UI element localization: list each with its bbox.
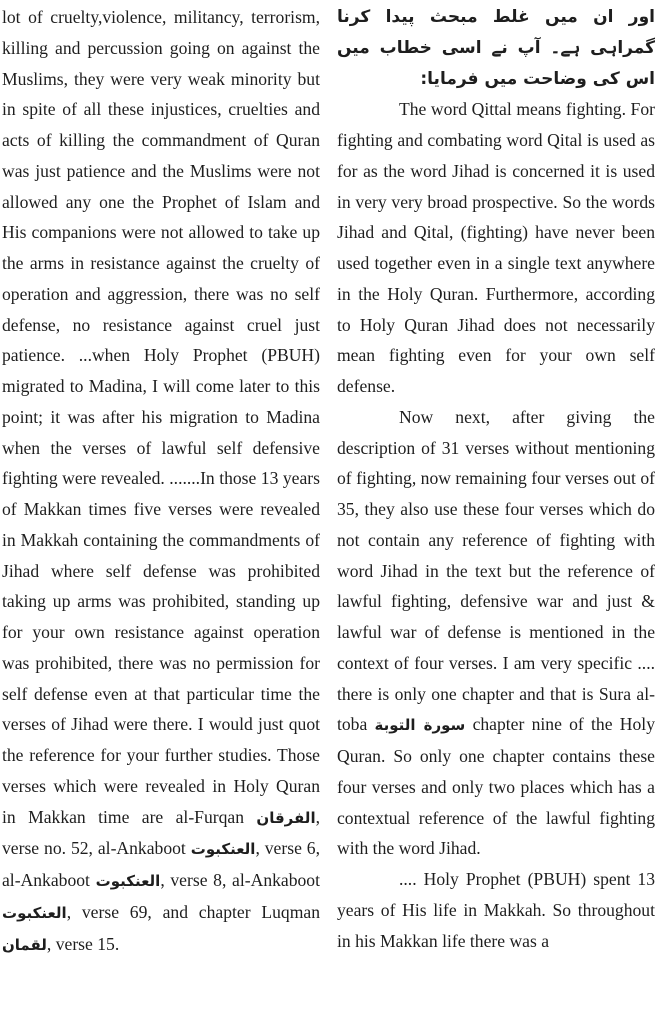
- left-text-1: lot of cruelty,violence, militancy, terrorism, killing and percussion going on against the Muslims, they were very weak minority but in spite of all these injustices, cruelties and acts of killing the commandment of Quran was just patience and the Muslims were not allowed any one the Prophet of Islam and His companions were not allowed to take up the arms in resistance against the cruelty of operation and aggression, there was no self defense, no resistance against cruel just patience. ...when Holy Prophet (PBUH) migrated to Madina, I will come later to this point; it was after his migration to Madina when the verses of lawful self defensive fighting were revealed. .......In those 13 years of Makkan times five verses were revealed in Makkah containing the commandments of Jihad where self defense was prohibited taking up arms was prohibited, standing up for your own resistance against operation was prohibited, there was no permission for self defense even at that particular time the verses of Jihad were there. I would just quot the reference for your further studies. Those verses which were revealed in Holy Quran in Makkan time are al-Furqan: [2, 7, 320, 827]
- left-text-6: , verse 15.: [46, 933, 120, 954]
- left-text-5: , verse 69, and chapter Luqman: [66, 901, 320, 922]
- left-text-3: , verse 6, al-Ankaboot: [2, 838, 320, 890]
- left-column: [2, 2, 320, 960]
- left-text-4: , verse 8, al-Ankaboot: [160, 870, 320, 890]
- arabic-al-ankaboot-1: العنكبوت: [190, 840, 256, 859]
- four-verses-paragraph: [337, 402, 655, 864]
- arabic-al-furqan: الفرقان: [256, 808, 316, 827]
- four-verses-text-1: Now next, after giving the description of 31 verses without mentioning of fighting, now remaining four verses out of 35, they also use these four verses which do not contain any reference of fighting with word Jihad in the text but the reference of lawful fighting, defensive war and just & lawful war of defense is mentioned in the context of four verses. I am very specific .... there is only one chapter and that is Sura al-toba: [337, 406, 655, 735]
- four-verses-text-2: chapter nine of the Holy Quran. So only one chapter contains these four verses and only two places which has a contextual reference of the lawful fighting with the word Jihad.: [337, 714, 655, 859]
- urdu-paragraph: اور ان میں غلط مبحث پیدا کرنا گمراہی ہے۔ آپ نے اسی خطاب میں اس کی وضاحت میں فرمایا:: [337, 7, 655, 89]
- left-paragraph: [2, 2, 320, 960]
- arabic-luqman: لقمان: [2, 935, 47, 954]
- arabic-al-ankaboot-2: العنكبوت: [95, 872, 161, 890]
- qittal-paragraph: The word Qittal means fighting. For fighting and combating word Qital is used as for as the word Jihad is concerned it is used in very very broad prospective. So the words Jihad and Qital, (fighting) have never been used together even in a single text anywhere in the Holy Quran. Furthermore, according to Holy Quran Jihad does not necessarily mean fighting even for your own self defense.: [337, 99, 655, 396]
- makkah-paragraph: .... Holy Prophet (PBUH) spent 13 years of His life in Makkah. So throughout in his Makkan life there was a: [337, 869, 655, 951]
- arabic-al-ankaboot-3: العنكبوت: [2, 903, 67, 922]
- left-text-2: , verse no. 52, al-Ankaboot: [2, 806, 320, 859]
- arabic-sura-al-toba: سورة التوبة: [374, 716, 466, 735]
- right-column: [337, 2, 655, 956]
